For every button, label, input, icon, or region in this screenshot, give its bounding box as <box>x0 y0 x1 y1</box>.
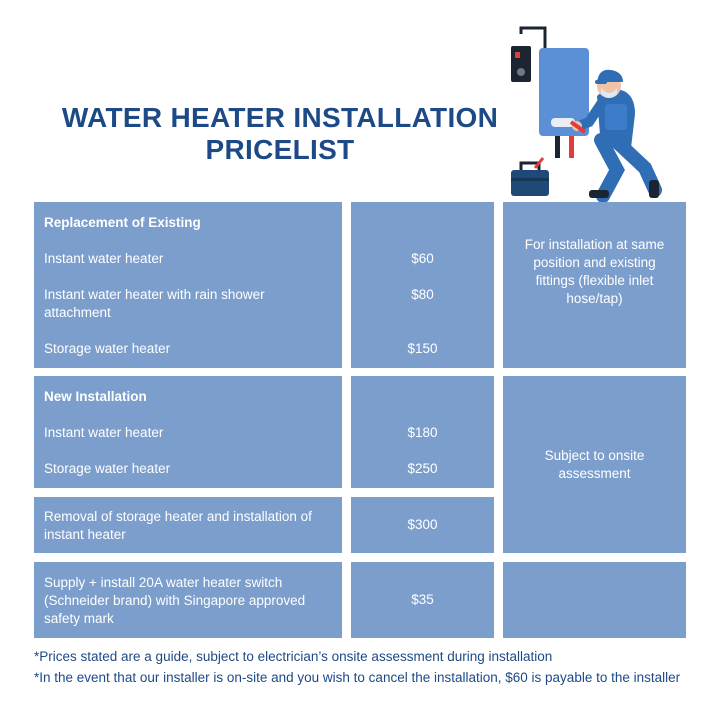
price-new-instant: $180 <box>407 425 438 440</box>
new-installation-note: Subject to onsite assessment <box>544 447 645 481</box>
price-removal: $300 <box>407 517 438 532</box>
plumber-installing-water-heater-icon <box>505 18 675 203</box>
switch-label-cell <box>34 562 342 638</box>
title-line-1: WATER HEATER INSTALLATION <box>61 102 499 133</box>
switch-label: Supply + install 20A water heater switch (Schneider brand) with Singapore approved safety mark <box>44 575 306 626</box>
price-replacement-instant: $60 <box>411 251 434 266</box>
title-line-2: PRICELIST <box>205 134 355 165</box>
switch-empty-cell <box>503 562 686 638</box>
replacement-item-rain-shower: Instant water heater with rain shower attachment <box>44 287 265 320</box>
replacement-item-instant: Instant water heater <box>44 251 164 266</box>
removal-price-cell <box>351 497 494 553</box>
replacement-prices-cell <box>351 202 494 368</box>
new-installation-items-cell <box>34 376 342 488</box>
page-title <box>50 102 510 166</box>
removal-label: Removal of storage heater and installation of instant heater <box>44 509 312 542</box>
price-new-storage: $250 <box>407 461 438 476</box>
price-switch: $35 <box>411 592 434 607</box>
new-installation-heading: New Installation <box>44 389 147 404</box>
new-item-storage: Storage water heater <box>44 461 171 476</box>
removal-label-cell <box>34 497 342 553</box>
footnote-cancellation: *In the event that our installer is on-site and you wish to cancel the installation, $60 is payable to the installer <box>34 670 681 685</box>
replacement-item-storage: Storage water heater <box>44 341 171 356</box>
price-replacement-rain-shower: $80 <box>411 287 434 302</box>
new-installation-note-cell <box>503 376 686 553</box>
new-installation-prices-cell <box>351 376 494 488</box>
replacement-note-cell <box>503 202 686 368</box>
replacement-note: For installation at same position and existing fittings (flexible inlet hose/tap) <box>524 237 665 306</box>
price-replacement-storage: $150 <box>407 341 438 356</box>
replacement-items-cell <box>34 202 342 368</box>
switch-price-cell <box>351 562 494 638</box>
new-item-instant: Instant water heater <box>44 425 164 440</box>
footnote-guide: *Prices stated are a guide, subject to electrician’s onsite assessment during installation <box>34 649 553 664</box>
replacement-heading: Replacement of Existing <box>44 215 201 230</box>
